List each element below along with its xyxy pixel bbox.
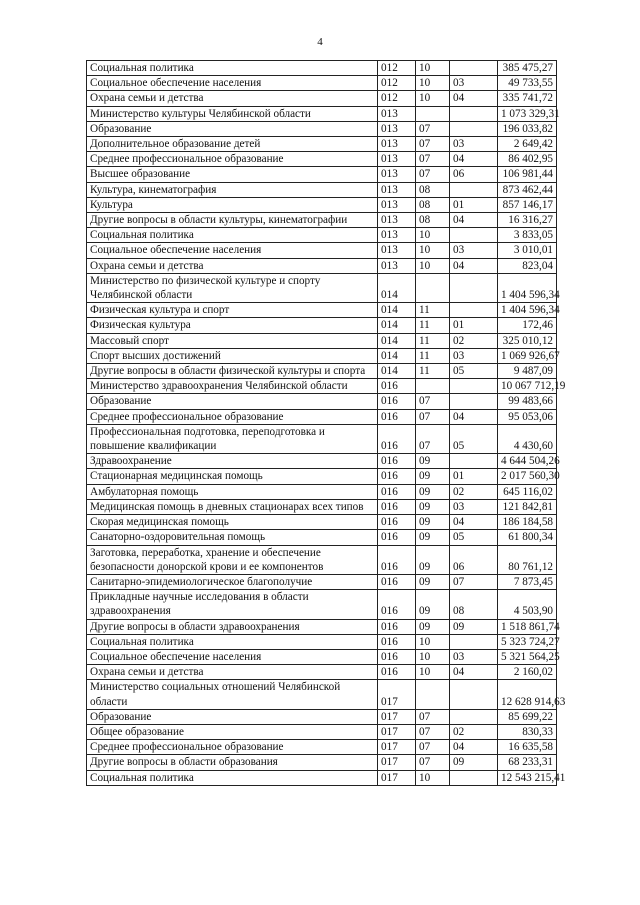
table-row: [87, 318, 557, 333]
amount-cell: 3 833,05: [498, 228, 557, 243]
table-row: [87, 333, 557, 348]
subsection-code-cell: 07: [450, 574, 498, 589]
section-code-cell: 11: [416, 303, 450, 318]
section-code-cell: 11: [416, 364, 450, 379]
amount-cell: 121 842,81: [498, 499, 557, 514]
table-row: [87, 303, 557, 318]
ministry-code-cell: 016: [378, 379, 416, 394]
table-row: [87, 243, 557, 258]
subsection-code-cell: 03: [450, 137, 498, 152]
subsection-code-cell: [450, 379, 498, 394]
section-code-cell: 10: [416, 61, 450, 76]
subsection-code-cell: 03: [450, 649, 498, 664]
subsection-code-cell: 04: [450, 258, 498, 273]
ministry-code-cell: 013: [378, 213, 416, 228]
subsection-code-cell: [450, 121, 498, 136]
ministry-code-cell: 014: [378, 273, 416, 302]
row-name-cell: Амбулаторная помощь: [87, 484, 378, 499]
table-row: [87, 530, 557, 545]
table-row: [87, 228, 557, 243]
subsection-code-cell: 04: [450, 665, 498, 680]
subsection-code-cell: 02: [450, 724, 498, 739]
row-name-cell: Массовый спорт: [87, 333, 378, 348]
section-code-cell: 09: [416, 469, 450, 484]
row-name-cell: Здравоохранение: [87, 454, 378, 469]
row-name-cell: Другие вопросы в области здравоохранения: [87, 619, 378, 634]
amount-cell: 2 649,42: [498, 137, 557, 152]
table-row: [87, 545, 557, 574]
subsection-code-cell: 08: [450, 590, 498, 619]
budget-table: [86, 60, 566, 786]
ministry-code-cell: 016: [378, 619, 416, 634]
section-code-cell: 11: [416, 348, 450, 363]
row-name-cell: Санитарно-эпидемиологическое благополучие: [87, 574, 378, 589]
amount-cell: 5 323 724,27: [498, 634, 557, 649]
ministry-code-cell: 013: [378, 137, 416, 152]
ministry-code-cell: 012: [378, 91, 416, 106]
ministry-code-cell: 016: [378, 665, 416, 680]
table-row: [87, 755, 557, 770]
row-name-cell: Министерство здравоохранения Челябинской области: [87, 379, 378, 394]
subsection-code-cell: 06: [450, 167, 498, 182]
row-name-cell: Социальная политика: [87, 634, 378, 649]
amount-cell: 85 699,22: [498, 709, 557, 724]
subsection-code-cell: 04: [450, 740, 498, 755]
ministry-code-cell: 016: [378, 424, 416, 453]
row-name-cell: Социальное обеспечение населения: [87, 649, 378, 664]
ministry-code-cell: 016: [378, 409, 416, 424]
row-name-cell: Среднее профессиональное образование: [87, 152, 378, 167]
table-row: [87, 364, 557, 379]
section-code-cell: 09: [416, 484, 450, 499]
row-name-cell: Социальная политика: [87, 228, 378, 243]
row-name-cell: Другие вопросы в области физической культуры и спорта: [87, 364, 378, 379]
table-row: [87, 499, 557, 514]
row-name-cell: Министерство культуры Челябинской области: [87, 106, 378, 121]
section-code-cell: [416, 273, 450, 302]
ministry-code-cell: 017: [378, 709, 416, 724]
ministry-code-cell: 013: [378, 152, 416, 167]
amount-cell: 86 402,95: [498, 152, 557, 167]
ministry-code-cell: 016: [378, 484, 416, 499]
section-code-cell: [416, 106, 450, 121]
table-row: [87, 590, 557, 619]
subsection-code-cell: 03: [450, 348, 498, 363]
ministry-code-cell: 016: [378, 590, 416, 619]
section-code-cell: 09: [416, 515, 450, 530]
section-code-cell: 09: [416, 454, 450, 469]
row-name-cell: Культура, кинематография: [87, 182, 378, 197]
row-name-cell: Охрана семьи и детства: [87, 258, 378, 273]
amount-cell: 335 741,72: [498, 91, 557, 106]
table-row: [87, 515, 557, 530]
row-name-cell: Стационарная медицинская помощь: [87, 469, 378, 484]
subsection-code-cell: [450, 228, 498, 243]
row-name-cell: Общее образование: [87, 724, 378, 739]
amount-cell: 49 733,55: [498, 76, 557, 91]
subsection-code-cell: [450, 709, 498, 724]
section-code-cell: 09: [416, 574, 450, 589]
amount-cell: 68 233,31: [498, 755, 557, 770]
ministry-code-cell: 017: [378, 755, 416, 770]
row-name-cell: Физическая культура и спорт: [87, 303, 378, 318]
subsection-code-cell: [450, 61, 498, 76]
amount-cell: 4 503,90: [498, 590, 557, 619]
ministry-code-cell: 016: [378, 634, 416, 649]
row-name-cell: Среднее профессиональное образование: [87, 740, 378, 755]
section-code-cell: [416, 379, 450, 394]
table-row: [87, 740, 557, 755]
ministry-code-cell: 014: [378, 318, 416, 333]
table-row: [87, 106, 557, 121]
subsection-code-cell: 04: [450, 409, 498, 424]
amount-cell: 2 017 560,30: [498, 469, 557, 484]
ministry-code-cell: 013: [378, 197, 416, 212]
section-code-cell: 09: [416, 590, 450, 619]
section-code-cell: 10: [416, 770, 450, 785]
section-code-cell: 07: [416, 724, 450, 739]
row-name-cell: Социальная политика: [87, 770, 378, 785]
subsection-code-cell: [450, 454, 498, 469]
ministry-code-cell: 017: [378, 770, 416, 785]
table-row: [87, 91, 557, 106]
amount-cell: 106 981,44: [498, 167, 557, 182]
ministry-code-cell: 017: [378, 740, 416, 755]
amount-cell: 99 483,66: [498, 394, 557, 409]
subsection-code-cell: 01: [450, 197, 498, 212]
table-row: [87, 680, 557, 709]
table-row: [87, 76, 557, 91]
table-row: [87, 770, 557, 785]
row-name-cell: Дополнительное образование детей: [87, 137, 378, 152]
amount-cell: 645 116,02: [498, 484, 557, 499]
section-code-cell: 09: [416, 545, 450, 574]
section-code-cell: 07: [416, 121, 450, 136]
table-row: [87, 273, 557, 302]
amount-cell: 385 475,27: [498, 61, 557, 76]
row-name-cell: Среднее профессиональное образование: [87, 409, 378, 424]
row-name-cell: Социальное обеспечение населения: [87, 243, 378, 258]
section-code-cell: 11: [416, 333, 450, 348]
ministry-code-cell: 016: [378, 454, 416, 469]
subsection-code-cell: [450, 394, 498, 409]
amount-cell: 95 053,06: [498, 409, 557, 424]
ministry-code-cell: 016: [378, 515, 416, 530]
amount-cell: 12 543 215,41: [498, 770, 557, 785]
subsection-code-cell: 05: [450, 364, 498, 379]
amount-cell: 10 067 712,19: [498, 379, 557, 394]
subsection-code-cell: [450, 106, 498, 121]
table-row: [87, 394, 557, 409]
section-code-cell: 07: [416, 137, 450, 152]
row-name-cell: Скорая медицинская помощь: [87, 515, 378, 530]
section-code-cell: 10: [416, 76, 450, 91]
subsection-code-cell: 04: [450, 213, 498, 228]
amount-cell: 1 404 596,34: [498, 273, 557, 302]
table-row: [87, 258, 557, 273]
ministry-code-cell: 013: [378, 243, 416, 258]
row-name-cell: Другие вопросы в области образования: [87, 755, 378, 770]
row-name-cell: Заготовка, переработка, хранение и обеспечение безопасности донорской крови и ее компонентов: [87, 545, 378, 574]
section-code-cell: 08: [416, 197, 450, 212]
ministry-code-cell: 012: [378, 61, 416, 76]
ministry-code-cell: 013: [378, 106, 416, 121]
row-name-cell: Спорт высших достижений: [87, 348, 378, 363]
amount-cell: 80 761,12: [498, 545, 557, 574]
table-row: [87, 484, 557, 499]
ministry-code-cell: 016: [378, 649, 416, 664]
section-code-cell: 10: [416, 649, 450, 664]
table-row: [87, 167, 557, 182]
subsection-code-cell: 03: [450, 76, 498, 91]
row-name-cell: Санаторно-оздоровительная помощь: [87, 530, 378, 545]
section-code-cell: 10: [416, 243, 450, 258]
section-code-cell: 08: [416, 213, 450, 228]
ministry-code-cell: 016: [378, 530, 416, 545]
ministry-code-cell: 013: [378, 167, 416, 182]
row-name-cell: Образование: [87, 709, 378, 724]
section-code-cell: 07: [416, 167, 450, 182]
row-name-cell: Министерство по физической культуре и спорту Челябинской области: [87, 273, 378, 302]
amount-cell: 9 487,09: [498, 364, 557, 379]
subsection-code-cell: 09: [450, 619, 498, 634]
subsection-code-cell: 01: [450, 469, 498, 484]
section-code-cell: 09: [416, 499, 450, 514]
row-name-cell: Профессиональная подготовка, переподготовка и повышение квалификации: [87, 424, 378, 453]
ministry-code-cell: 016: [378, 574, 416, 589]
table-row: [87, 619, 557, 634]
row-name-cell: Социальная политика: [87, 61, 378, 76]
subsection-code-cell: 02: [450, 484, 498, 499]
table-row: [87, 649, 557, 664]
ministry-code-cell: 014: [378, 364, 416, 379]
amount-cell: 172,46: [498, 318, 557, 333]
subsection-code-cell: 06: [450, 545, 498, 574]
subsection-code-cell: 01: [450, 318, 498, 333]
amount-cell: 12 628 914,63: [498, 680, 557, 709]
table-row: [87, 197, 557, 212]
amount-cell: 830,33: [498, 724, 557, 739]
amount-cell: 5 321 564,25: [498, 649, 557, 664]
table-row: [87, 469, 557, 484]
table-row: [87, 724, 557, 739]
row-name-cell: Министерство социальных отношений Челябинской области: [87, 680, 378, 709]
subsection-code-cell: [450, 182, 498, 197]
row-name-cell: Медицинская помощь в дневных стационарах всех типов: [87, 499, 378, 514]
section-code-cell: 07: [416, 152, 450, 167]
table-row: [87, 574, 557, 589]
amount-cell: 16 316,27: [498, 213, 557, 228]
amount-cell: 7 873,45: [498, 574, 557, 589]
ministry-code-cell: 012: [378, 76, 416, 91]
section-code-cell: 11: [416, 318, 450, 333]
amount-cell: 1 073 329,31: [498, 106, 557, 121]
row-name-cell: Прикладные научные исследования в области здравоохранения: [87, 590, 378, 619]
table-row: [87, 709, 557, 724]
amount-cell: 4 644 504,26: [498, 454, 557, 469]
amount-cell: 1 404 596,34: [498, 303, 557, 318]
amount-cell: 16 635,58: [498, 740, 557, 755]
row-name-cell: Образование: [87, 394, 378, 409]
ministry-code-cell: 014: [378, 303, 416, 318]
ministry-code-cell: 016: [378, 545, 416, 574]
ministry-code-cell: 013: [378, 258, 416, 273]
amount-cell: 857 146,17: [498, 197, 557, 212]
row-name-cell: Высшее образование: [87, 167, 378, 182]
ministry-code-cell: 016: [378, 499, 416, 514]
table-row: [87, 152, 557, 167]
subsection-code-cell: 09: [450, 755, 498, 770]
ministry-code-cell: 017: [378, 680, 416, 709]
section-code-cell: 07: [416, 424, 450, 453]
subsection-code-cell: 03: [450, 243, 498, 258]
subsection-code-cell: [450, 680, 498, 709]
subsection-code-cell: 04: [450, 91, 498, 106]
ministry-code-cell: 016: [378, 394, 416, 409]
subsection-code-cell: [450, 273, 498, 302]
ministry-code-cell: 013: [378, 121, 416, 136]
subsection-code-cell: 04: [450, 515, 498, 530]
table-row: [87, 454, 557, 469]
row-name-cell: Культура: [87, 197, 378, 212]
amount-cell: 1 069 926,67: [498, 348, 557, 363]
budget-table-body: [87, 61, 566, 786]
ministry-code-cell: 014: [378, 333, 416, 348]
table-row: [87, 424, 557, 453]
row-name-cell: Другие вопросы в области культуры, кинематографии: [87, 213, 378, 228]
subsection-code-cell: 03: [450, 499, 498, 514]
amount-cell: 186 184,58: [498, 515, 557, 530]
amount-cell: 2 160,02: [498, 665, 557, 680]
ministry-code-cell: 016: [378, 469, 416, 484]
table-row: [87, 121, 557, 136]
amount-cell: 873 462,44: [498, 182, 557, 197]
table-row: [87, 634, 557, 649]
table-row: [87, 379, 557, 394]
table-row: [87, 182, 557, 197]
subsection-code-cell: 05: [450, 424, 498, 453]
amount-cell: 325 010,12: [498, 333, 557, 348]
ministry-code-cell: 013: [378, 182, 416, 197]
subsection-code-cell: 04: [450, 152, 498, 167]
table-row: [87, 409, 557, 424]
section-code-cell: 09: [416, 619, 450, 634]
amount-cell: 1 518 861,74: [498, 619, 557, 634]
section-code-cell: 07: [416, 394, 450, 409]
amount-cell: 61 800,34: [498, 530, 557, 545]
table-row: [87, 137, 557, 152]
ministry-code-cell: 017: [378, 724, 416, 739]
ministry-code-cell: 013: [378, 228, 416, 243]
section-code-cell: 10: [416, 665, 450, 680]
section-code-cell: 10: [416, 91, 450, 106]
subsection-code-cell: 05: [450, 530, 498, 545]
row-name-cell: Охрана семьи и детства: [87, 91, 378, 106]
section-code-cell: 10: [416, 228, 450, 243]
section-code-cell: 07: [416, 740, 450, 755]
row-name-cell: Физическая культура: [87, 318, 378, 333]
table-row: [87, 61, 557, 76]
subsection-code-cell: [450, 634, 498, 649]
section-code-cell: 07: [416, 709, 450, 724]
row-name-cell: Образование: [87, 121, 378, 136]
amount-cell: 4 430,60: [498, 424, 557, 453]
subsection-code-cell: [450, 770, 498, 785]
section-code-cell: 09: [416, 530, 450, 545]
amount-cell: 196 033,82: [498, 121, 557, 136]
table-row: [87, 665, 557, 680]
row-name-cell: Социальное обеспечение населения: [87, 76, 378, 91]
section-code-cell: 08: [416, 182, 450, 197]
section-code-cell: 10: [416, 634, 450, 649]
subsection-code-cell: 02: [450, 333, 498, 348]
amount-cell: 3 010,01: [498, 243, 557, 258]
row-name-cell: Охрана семьи и детства: [87, 665, 378, 680]
section-code-cell: 07: [416, 755, 450, 770]
section-code-cell: [416, 680, 450, 709]
ministry-code-cell: 014: [378, 348, 416, 363]
table-row: [87, 213, 557, 228]
table-row: [87, 348, 557, 363]
section-code-cell: 07: [416, 409, 450, 424]
page-number: 4: [317, 36, 323, 48]
section-code-cell: 10: [416, 258, 450, 273]
subsection-code-cell: [450, 303, 498, 318]
amount-cell: 823,04: [498, 258, 557, 273]
